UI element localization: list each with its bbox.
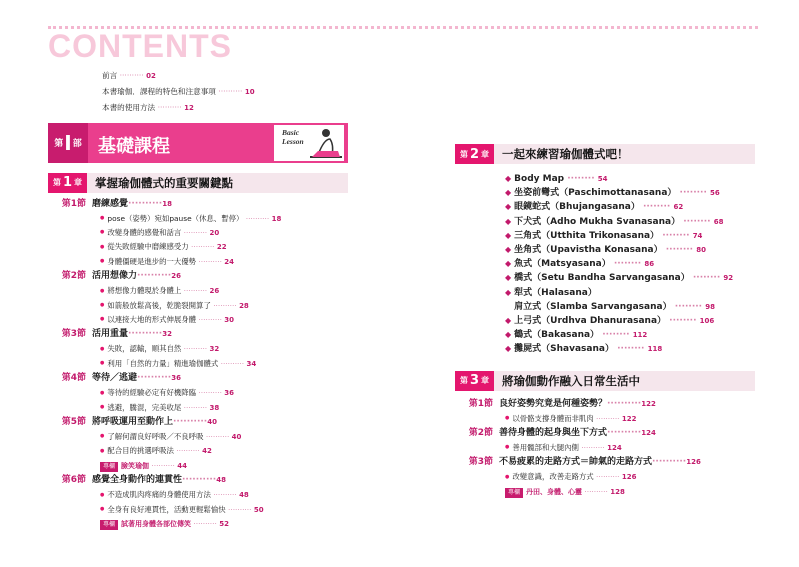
bullet-icon: ●	[100, 258, 105, 265]
subsection-row[interactable]	[100, 299, 388, 313]
section-row[interactable]	[48, 473, 388, 488]
column-title: 試著用身體各部位傳笑	[121, 520, 192, 529]
bullet-icon: ●	[505, 444, 510, 451]
bullet-icon: ●	[100, 389, 105, 396]
page-number: 122	[621, 414, 637, 423]
subsection-row[interactable]	[100, 284, 388, 298]
pose-row[interactable]	[505, 328, 775, 342]
page-number: 54	[597, 175, 608, 183]
leader-dots: ········	[689, 273, 724, 284]
part-number-tab: 第 I 部	[48, 123, 88, 163]
page-number: 92	[723, 274, 734, 283]
pose-title: Body Map	[514, 174, 565, 184]
page-number: 26	[209, 287, 220, 296]
page-number: 42	[202, 447, 212, 456]
page-number: 118	[647, 345, 663, 354]
page-number: 122	[641, 399, 656, 408]
chapter-2-title: 一起來練習瑜伽體式吧！	[502, 147, 629, 161]
pose-title: 上弓式（Urdhva Dhanurasana）	[514, 316, 667, 327]
pose-title: 下犬式（Adho Mukha Svanasana）	[514, 216, 681, 227]
page-number: 74	[692, 231, 703, 240]
subsection-title: 善用髖部和大腿內側	[512, 443, 579, 453]
section-number: 第1節	[468, 398, 493, 409]
section-row[interactable]	[48, 197, 388, 212]
chapter-1-header[interactable]	[48, 173, 348, 193]
column-title: 臉笑瑜伽	[121, 461, 150, 470]
pose-title: 三角式（Utthita Trikonasana）	[514, 230, 660, 241]
subsection-row[interactable]	[100, 488, 388, 502]
subsection-row[interactable]	[505, 441, 775, 455]
page-number: 40	[231, 433, 242, 442]
diamond-bullet-icon: ◆	[505, 230, 512, 240]
leader-dots: ··········	[210, 490, 240, 500]
bullet-icon: ●	[100, 433, 105, 440]
section-title: 活用想像力	[92, 271, 138, 282]
bullet-icon: ●	[100, 316, 105, 323]
bullet-icon: ●	[100, 447, 105, 454]
leader-dots: ········	[613, 344, 648, 355]
page-number: 38	[209, 403, 220, 412]
section-number: 第3節	[61, 329, 86, 340]
leader-dots: ··········	[243, 213, 272, 223]
subsection-title: 逃避，騰混，完美收尾	[107, 402, 182, 412]
leader-dots: ··········	[181, 286, 210, 296]
page-number: 18	[162, 199, 172, 208]
diamond-bullet-icon: ◆	[505, 287, 512, 297]
section-number: 第2節	[468, 428, 493, 439]
page-number: 32	[162, 330, 172, 339]
section-number: 第5節	[61, 417, 86, 428]
page-number: 128	[610, 487, 625, 496]
diamond-bullet-icon: ◆	[505, 188, 512, 198]
chapter-3-title: 將瑜伽動作融入日常生活中	[502, 373, 641, 388]
page-number: 48	[216, 476, 226, 485]
column-badge: 專欄	[100, 520, 118, 530]
page-number: 68	[713, 217, 724, 226]
section-title: 不易疲累的走路方式＝帥氣的走路方式	[499, 457, 653, 468]
column-row[interactable]	[100, 517, 388, 531]
subsection-title: 從失敗經驗中磨練感受力	[107, 242, 189, 252]
leader-dots: ··········	[593, 472, 622, 482]
pose-title: 鶴式（Bakasana）	[514, 330, 600, 341]
leader-dots: ········	[671, 301, 706, 312]
section-number: 第3節	[468, 457, 493, 468]
diamond-bullet-icon: ◆	[505, 259, 512, 269]
leader-dots: ··········	[181, 344, 210, 354]
section-number: 第4節	[61, 373, 86, 384]
leader-dots: ··········	[196, 315, 225, 325]
page-number: 44	[177, 461, 187, 470]
page-number: 36	[224, 389, 235, 398]
page-number: 56	[710, 189, 720, 198]
subsection-title: 全身有良好連貫性，活動更輕鬆愉快	[107, 504, 226, 514]
diamond-bullet-icon: ◆	[505, 273, 512, 283]
page-number: 86	[644, 260, 655, 269]
bullet-icon: ●	[100, 287, 105, 294]
intro-item[interactable]: 本書瑜伽．課程的特色和注意事項 ·········· 10	[102, 87, 255, 97]
pose-row[interactable]	[505, 342, 775, 356]
part-title: 基礎課程	[98, 135, 170, 157]
bullet-icon: ●	[100, 360, 105, 367]
leader-dots: ··········	[182, 475, 217, 486]
diamond-bullet-icon: ◆	[505, 316, 512, 326]
leader-dots: ··········	[196, 388, 225, 398]
column-row[interactable]	[100, 459, 388, 473]
page-number: 52	[219, 520, 229, 529]
section-row[interactable]	[48, 327, 388, 342]
subsection-title: 如箭般放鬆高後，乾脆裂開算了	[107, 300, 211, 310]
pose-title: 坐姿前彎式（Paschimottanasana）	[514, 188, 677, 199]
chapter-3-header[interactable]	[455, 371, 755, 391]
intro-item[interactable]: 前言 ·········· 02	[102, 71, 156, 80]
leader-dots: ··········	[196, 256, 225, 266]
leader-dots: ··········	[128, 198, 163, 209]
subsection-row[interactable]	[100, 444, 388, 458]
leader-dots: ··········	[188, 242, 217, 252]
bullet-icon: ●	[100, 229, 105, 236]
bullet-icon: ●	[100, 214, 105, 221]
bullet-icon: ●	[100, 403, 105, 410]
subsection-row[interactable]	[100, 212, 388, 226]
pose-row[interactable]	[505, 243, 775, 257]
subsection-row[interactable]	[100, 386, 388, 400]
page-number: 124	[641, 429, 656, 438]
bullet-icon: ●	[100, 301, 105, 308]
bullet-icon: ●	[100, 506, 105, 512]
chapter-2-tag: 第 2 章	[455, 144, 494, 164]
leader-dots: ··········	[578, 443, 608, 453]
section-number: 第1節	[61, 198, 86, 209]
page-number: 50	[253, 505, 264, 514]
section-row[interactable]	[455, 426, 775, 441]
pose-row[interactable]	[505, 215, 775, 229]
subsection-row[interactable]	[100, 342, 388, 356]
chapter-1-title: 掌握瑜伽體式的重要關鍵點	[95, 175, 234, 190]
chapter-1-sections	[48, 197, 388, 532]
page-number: 126	[686, 458, 701, 467]
pose-row[interactable]	[505, 271, 775, 285]
pose-row[interactable]	[505, 229, 775, 243]
pose-title: 魚式（Matsyasana）	[514, 259, 611, 270]
pose-title: 肩立式（Slamba Sarvangasana）	[514, 301, 672, 312]
chapter-2-poses	[455, 172, 775, 357]
subsection-row[interactable]	[100, 240, 388, 254]
leader-dots: ········	[599, 330, 633, 341]
subsection-row[interactable]	[100, 226, 388, 240]
bullet-icon: ●	[100, 345, 105, 352]
leader-dots: ········	[666, 316, 700, 327]
pose-row[interactable]	[505, 186, 775, 200]
leader-dots: ········	[639, 202, 674, 213]
page-number: 40	[207, 418, 217, 427]
section-title: 等待／逃避	[92, 373, 138, 384]
bullet-icon: ●	[100, 243, 105, 250]
left-column	[48, 68, 388, 532]
leader-dots: ··········	[225, 504, 254, 514]
bullet-icon: ●	[505, 473, 510, 480]
pose-title: 坐角式（Upavistha Konasana）	[514, 245, 663, 256]
bullet-icon: ●	[505, 414, 510, 421]
leader-dots: ··········	[137, 271, 172, 282]
pose-row[interactable]	[505, 200, 775, 214]
leader-dots: ··········	[181, 402, 210, 412]
leader-dots: ········	[676, 188, 711, 199]
page-number: 22	[216, 243, 227, 252]
subsection-title: 改變身體的感覺和話言	[107, 228, 182, 238]
leader-dots: ··········	[582, 486, 611, 496]
leader-dots: ··········	[607, 428, 642, 439]
page-number: 18	[271, 214, 282, 223]
section-row[interactable]	[455, 455, 775, 470]
column-title: 丹田、身體、心靈	[526, 487, 583, 496]
subsection-title: 利用「自然的力量」精進瑜伽體式	[107, 358, 219, 368]
subsection-row[interactable]	[100, 401, 388, 415]
page-number: 20	[209, 229, 220, 238]
subsection-title: 身體僵硬是進步的一大優勢	[107, 256, 197, 266]
diamond-bullet-icon: ◆	[505, 202, 512, 212]
section-number: 第6節	[61, 475, 86, 486]
pose-row[interactable]	[505, 257, 775, 271]
pose-row[interactable]	[505, 314, 775, 328]
column-badge: 專欄	[505, 488, 523, 498]
leader-dots: ········	[564, 174, 598, 184]
subsection-row[interactable]	[505, 470, 775, 484]
pose-title: 橋式（Setu Bandha Sarvangasana）	[514, 273, 690, 284]
page-number: 124	[607, 444, 622, 453]
leader-dots: ··········	[149, 460, 178, 470]
pose-title: 眼鏡蛇式（Bhujangasana）	[514, 202, 640, 213]
chapter-3-tag: 第 3 章	[455, 371, 494, 391]
diamond-bullet-icon: ◆	[505, 344, 512, 354]
page-number: 36	[171, 374, 181, 383]
subsection-title: 以連接大地的形式伸展身體	[107, 315, 197, 325]
bullet-icon: ●	[100, 491, 105, 498]
diamond-bullet-icon: ◆	[505, 245, 512, 255]
section-title: 善待身體的起身與坐下方式	[499, 428, 608, 439]
column-row[interactable]	[505, 485, 775, 499]
leader-dots: ··········	[607, 398, 642, 409]
section-title: 活用重量	[92, 329, 129, 340]
subsection-row[interactable]	[100, 255, 388, 269]
section-row[interactable]	[48, 269, 388, 284]
page-number: 62	[673, 203, 684, 212]
subsection-title: 失敗，認輸，順其自然	[107, 344, 182, 354]
leader-dots: ········	[610, 259, 645, 270]
section-title: 磨練感覺	[92, 198, 129, 209]
page-number: 106	[699, 317, 715, 326]
intro-item[interactable]: 本書的使用方法 ·········· 12	[102, 103, 194, 113]
subsection-title: 以骨骼支撐身體而非肌肉	[512, 413, 594, 423]
subsection-title: 等待的經驗必定有好機降臨	[107, 388, 197, 398]
page-number: 112	[632, 331, 648, 340]
leader-dots: ········	[659, 230, 693, 241]
subsection-title: 配合目的挑選呼吸法	[107, 446, 174, 456]
leader-dots: ··········	[173, 417, 208, 428]
subsection-title: 改變意識，改善走路方式	[512, 472, 594, 482]
section-title: 良好姿勢究竟是何種姿勢？	[499, 398, 608, 409]
intro-list	[102, 68, 388, 117]
chapter-3-sections	[455, 397, 775, 500]
subsection-title: 將想像力體現於身體上	[107, 286, 182, 296]
subsection-title: pose（姿勢）宛如pause（休息、暫停）	[107, 213, 244, 223]
page-number: 48	[239, 491, 249, 500]
pose-row[interactable]	[505, 286, 775, 300]
part-banner	[48, 123, 348, 163]
diamond-bullet-icon: ◆	[505, 216, 512, 226]
section-number: 第2節	[61, 271, 86, 282]
section-row[interactable]	[48, 371, 388, 386]
section-row[interactable]	[48, 415, 388, 430]
page-title: CONTENTS	[48, 28, 232, 64]
pose-title: 攤屍式（Shavasana）	[514, 344, 614, 355]
yoga-figure-icon	[274, 125, 344, 161]
section-row[interactable]	[455, 397, 775, 412]
leader-dots: ········	[662, 245, 697, 256]
leader-dots: ··········	[137, 373, 172, 384]
page-number: 30	[224, 316, 235, 325]
subsection-row[interactable]	[505, 412, 775, 426]
leader-dots: ··········	[191, 519, 220, 529]
diamond-bullet-icon: ◆	[505, 174, 512, 183]
page-number: 98	[705, 302, 715, 311]
subsection-row[interactable]	[100, 357, 388, 371]
subsection-title: 不造成肌肉疼痛的身體使用方法	[107, 490, 211, 500]
leader-dots: ········	[680, 216, 714, 227]
page-number: 34	[246, 359, 257, 368]
leader-dots: ··········	[593, 413, 622, 423]
page-number: 24	[224, 257, 235, 266]
subsection-row[interactable]	[100, 430, 388, 444]
page-number: 26	[171, 272, 181, 281]
pose-title: 犁式（Halasana）	[514, 287, 597, 298]
page-number: 32	[209, 345, 220, 354]
subsection-row[interactable]	[100, 313, 388, 327]
basic-lesson-illustration: Basic Lesson	[274, 125, 344, 161]
leader-dots: ··········	[128, 329, 163, 340]
diamond-bullet-icon: ◆	[505, 330, 512, 340]
subsection-row[interactable]	[100, 503, 388, 517]
leader-dots: ··········	[652, 457, 687, 468]
chapter-1-tag: 第 1 章	[48, 173, 87, 193]
leader-dots: ··········	[173, 446, 203, 456]
right-column	[455, 144, 775, 499]
leader-dots: ··········	[210, 300, 240, 310]
pose-row[interactable]	[505, 300, 775, 314]
leader-dots: ··········	[181, 228, 210, 238]
subsection-title: 了解何謂良好呼吸／不良呼吸	[107, 432, 204, 442]
leader-dots: ··········	[218, 358, 247, 368]
page-number: 126	[621, 473, 637, 482]
page-number: 80	[696, 246, 706, 255]
pose-row[interactable]	[505, 172, 775, 186]
page-number: 28	[239, 301, 249, 310]
leader-dots: ··········	[203, 432, 232, 442]
section-title: 將呼吸運用至動作上	[92, 417, 174, 428]
section-title: 感覺全身動作的連貫性	[92, 475, 183, 486]
column-badge: 專欄	[100, 462, 118, 472]
chapter-2-header[interactable]	[455, 144, 755, 164]
